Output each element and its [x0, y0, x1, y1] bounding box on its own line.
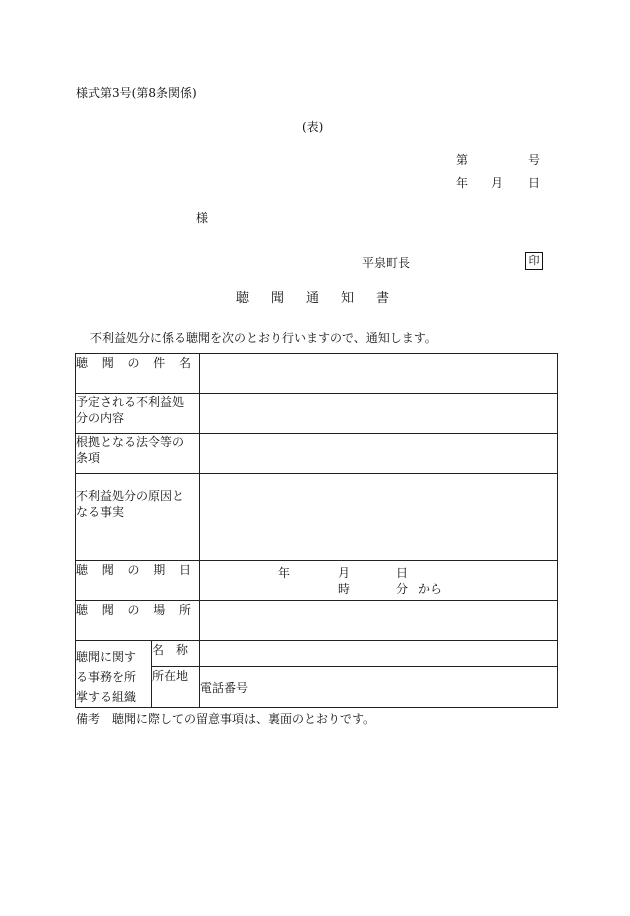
- row-cause-facts: [76, 474, 558, 561]
- issue-date-day: 日: [528, 176, 541, 190]
- hearing-date-label: [76, 561, 200, 601]
- document-title: 聴聞通知書: [236, 291, 412, 306]
- row-hearing-date: [76, 561, 558, 601]
- organization-label-text: 聴聞に関する事務を所掌する組織: [76, 650, 137, 704]
- legal-basis-label-text: 根拠となる法令等の条項: [76, 435, 185, 465]
- legal-basis-value[interactable]: [200, 434, 558, 474]
- org-name-label: [152, 641, 200, 667]
- planned-disposition-label: [76, 394, 200, 434]
- row-hearing-place: [76, 601, 558, 641]
- hearing-time-hour: 時: [338, 582, 351, 596]
- hearing-place-label-char: 所: [179, 603, 192, 617]
- hearing-place-label-char: の: [127, 603, 140, 617]
- planned-disposition-label-text: 予定される不利益処分の内容: [76, 395, 185, 425]
- hearing-date-label-char: 期: [153, 563, 166, 577]
- hearing-place-label-char: 聞: [101, 603, 114, 617]
- recipient-suffix: 様: [196, 211, 209, 225]
- planned-disposition-value[interactable]: [200, 394, 558, 434]
- cause-facts-label: [76, 474, 200, 561]
- document-number-suffix: 号: [528, 153, 541, 167]
- org-name-label-text: 名 称: [152, 643, 189, 657]
- hearing-place-value[interactable]: [200, 601, 558, 641]
- organization-label: [76, 641, 152, 708]
- side-label: (表): [302, 120, 324, 134]
- case-name-label-char: 聞: [101, 356, 114, 370]
- case-name-label-char: 件: [153, 356, 166, 370]
- issue-date-year: 年: [456, 176, 469, 190]
- hearing-date-label-char: の: [127, 563, 140, 577]
- row-planned-disposition: [76, 394, 558, 434]
- case-name-label-char: 聴: [76, 356, 89, 370]
- hearing-date-month: 月: [338, 566, 351, 580]
- issuer-name: 平泉町長: [362, 256, 411, 270]
- hearing-date-value[interactable]: [200, 561, 558, 601]
- hearing-date-label-char: 日: [179, 563, 192, 577]
- remarks-text: 備考 聴聞に際しての留意事項は、裏面のとおりです。: [76, 712, 376, 726]
- org-address-label-text: 所在地: [152, 668, 189, 683]
- hearing-time-minute: 分: [396, 582, 409, 596]
- form-number: 様式第3号(第8条関係): [76, 86, 197, 100]
- hearing-date-day: 日: [396, 566, 409, 580]
- issue-date-month: 月: [491, 176, 504, 190]
- hearing-place-label-char: 聴: [76, 603, 89, 617]
- case-name-label-char: の: [127, 356, 140, 370]
- hearing-date-label-char: 聴: [76, 563, 89, 577]
- cause-facts-label-text: 不利益処分の原因となる事実: [76, 489, 185, 519]
- case-name-label: [76, 354, 200, 394]
- phone-label: 電話番号: [200, 680, 249, 695]
- document-number-prefix: 第: [456, 153, 469, 167]
- row-legal-basis: [76, 434, 558, 474]
- hearing-place-label-char: 場: [153, 603, 166, 617]
- org-name-value[interactable]: [200, 641, 558, 667]
- seal-mark: 印: [525, 252, 543, 270]
- case-name-value[interactable]: [200, 354, 558, 394]
- hearing-notice-table: [75, 353, 558, 708]
- org-address-label: [152, 666, 200, 707]
- row-case-name: [76, 354, 558, 394]
- row-org-name: [76, 641, 558, 667]
- hearing-date-label-char: 聞: [101, 563, 114, 577]
- hearing-time-from: から: [418, 582, 443, 596]
- org-address-value[interactable]: [200, 666, 558, 707]
- hearing-date-year: 年: [278, 566, 291, 580]
- intro-text: 不利益処分に係る聴聞を次のとおり行いますので、通知します。: [90, 331, 437, 345]
- hearing-place-label: [76, 601, 200, 641]
- case-name-label-char: 名: [179, 356, 192, 370]
- legal-basis-label: [76, 434, 200, 474]
- cause-facts-value[interactable]: [200, 474, 558, 561]
